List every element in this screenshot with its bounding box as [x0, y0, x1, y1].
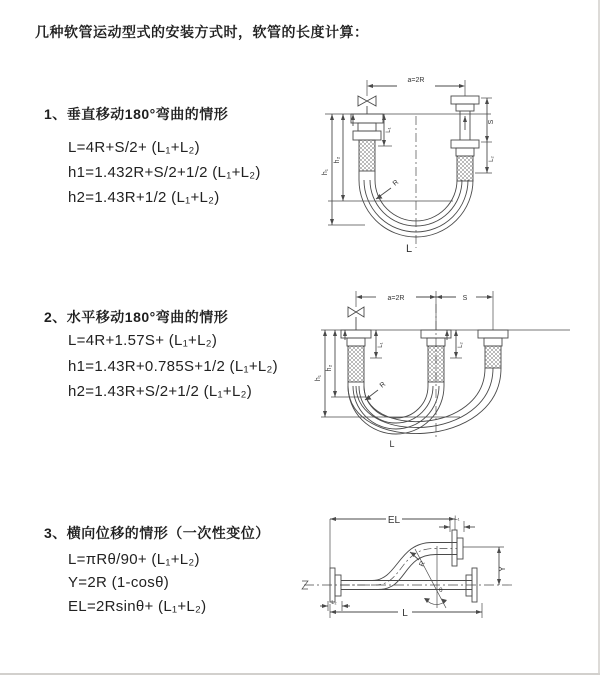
- diagram3-arrowheads: [322, 517, 501, 614]
- section-3-formula-el: EL=2Rsinθ+ (L₁+L₂): [68, 598, 207, 615]
- length-label: L: [405, 243, 413, 255]
- dim-label-l2: L₂: [331, 600, 337, 606]
- diagram-lateral-displacement: [298, 508, 598, 638]
- diagram2-labels: [315, 295, 468, 449]
- diagram1-lines: [325, 80, 492, 248]
- radius-label: R: [378, 380, 388, 390]
- section-2-formula-l: L=4R+1.57S+ (L₁+L₂): [68, 332, 218, 349]
- dim-label-h1: h₁: [315, 374, 322, 382]
- dim-label-y: Y: [498, 566, 507, 572]
- section-2-heading: 2、水平移动180°弯曲的情形: [44, 309, 229, 325]
- section-3-heading: 3、横向位移的情形（一次性变位）: [44, 525, 270, 541]
- section-3-formula-y: Y=2R (1-cosθ): [68, 574, 170, 591]
- radius-label: R: [418, 560, 427, 568]
- section-2-formula-h1: h1=1.43R+0.785S+1/2 (L₁+L₂): [68, 358, 278, 375]
- diagram1-arrowheads: [330, 84, 489, 225]
- section-1-formula-h1: h1=1.432R+S/2+1/2 (L₁+L₂): [68, 164, 261, 181]
- section-1-heading: 1、垂直移动180°弯曲的情形: [44, 106, 229, 122]
- section-3-formula-l: L=πRθ/90+ (L₁+L₂): [68, 551, 200, 568]
- dim-label-l2: L₂: [458, 342, 464, 348]
- dim-label-h2: h₂: [326, 364, 333, 372]
- section-1-formula-l: L=4R+S/2+ (L₁+L₂): [68, 139, 200, 156]
- section-1-formula-h2: h2=1.43R+1/2 (L₁+L₂): [68, 189, 220, 206]
- angle-label-theta: θ: [439, 587, 443, 594]
- page-title: 几种软管运动型式的安装方式时，软管的长度计算：: [35, 24, 369, 40]
- diagram3-labels: [331, 515, 507, 619]
- diagram-vertical-180-bend: [305, 68, 595, 268]
- diagram2-lines: [321, 291, 570, 437]
- radius-label: R: [391, 178, 401, 188]
- section-2-formula-h2: h2=1.43R+S/2+1/2 (L₁+L₂): [68, 383, 253, 400]
- valve-icon: [358, 96, 367, 106]
- dim-label-s: S: [488, 119, 495, 125]
- dim-label-h2: h₂: [334, 156, 341, 164]
- dim-label-h1: h₁: [322, 168, 329, 176]
- dim-label-l2: L₂: [489, 156, 495, 162]
- dim-label-s: S: [462, 295, 468, 302]
- length-label: L: [389, 439, 395, 449]
- length-label: L: [402, 608, 408, 619]
- dim-label-a2r: a=2R: [387, 295, 405, 302]
- dim-label-l1: L₁: [454, 516, 460, 522]
- dim-label-l1: L₁: [378, 342, 384, 348]
- dim-label-a2r: a=2R: [407, 77, 425, 84]
- valve-icon: [348, 307, 356, 317]
- diagram-horizontal-180-bend: [308, 282, 593, 457]
- dim-label-el: EL: [387, 515, 401, 526]
- dim-label-l1: L₁: [386, 127, 392, 133]
